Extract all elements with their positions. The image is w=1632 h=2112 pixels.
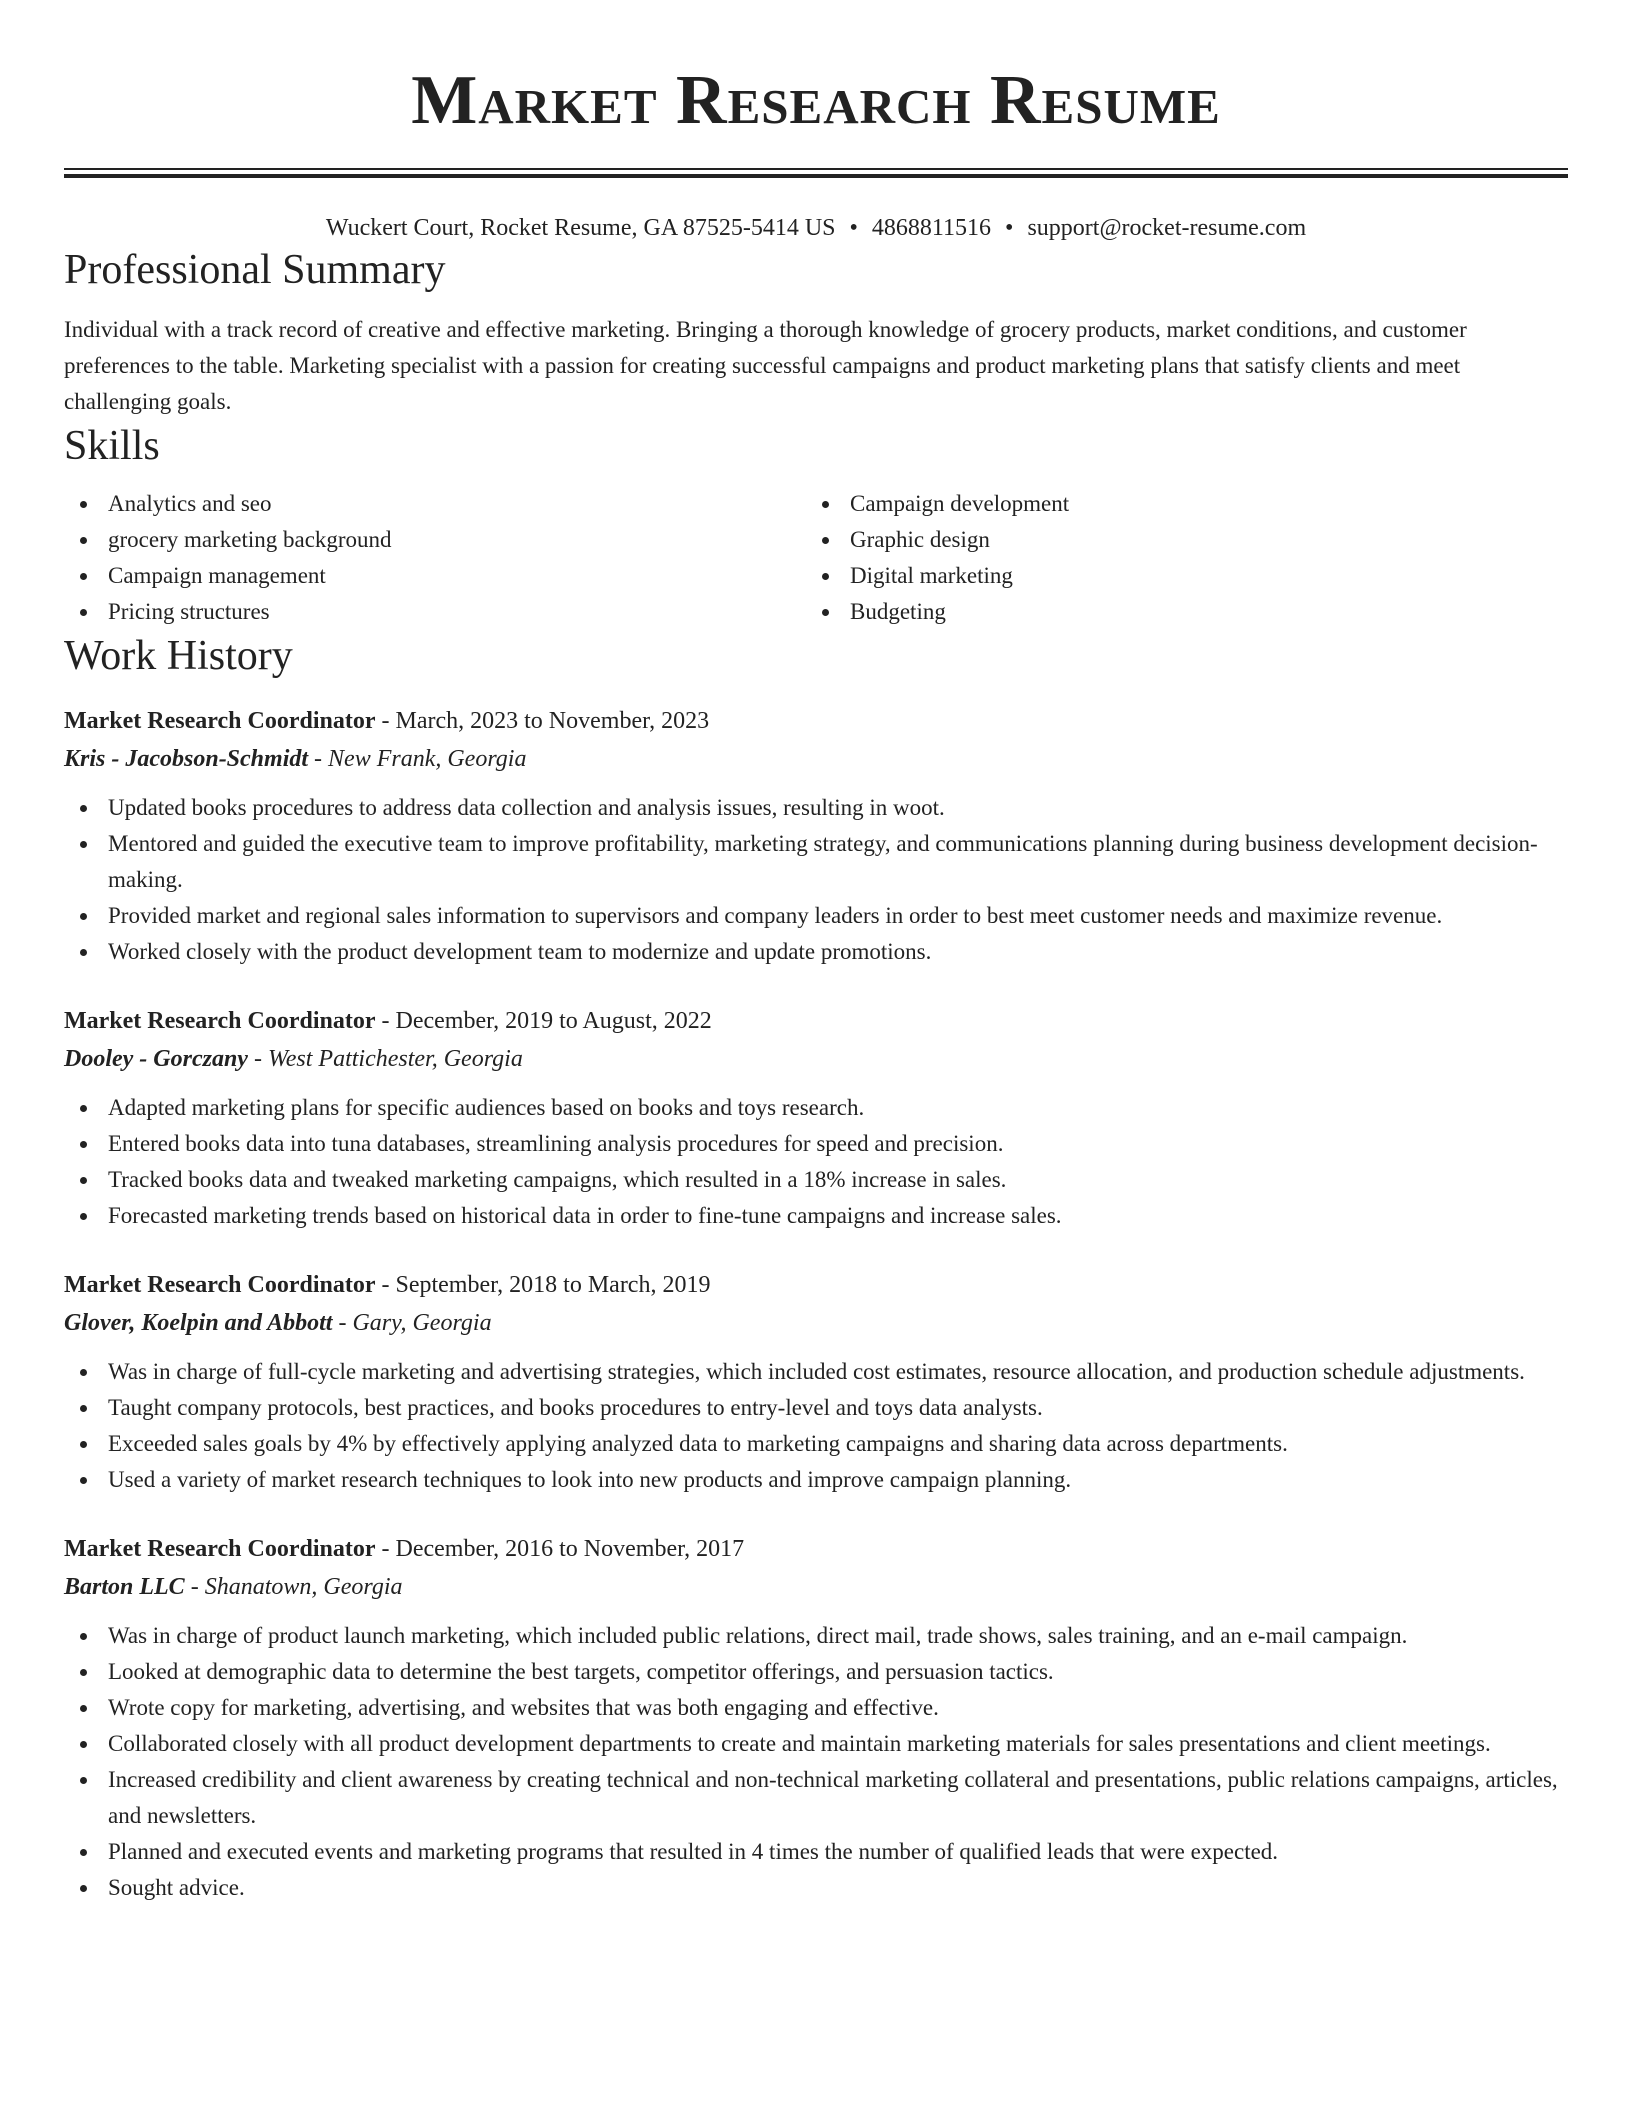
title-double-rule — [64, 168, 1568, 178]
work-history-heading: Work History — [64, 633, 293, 679]
job-company: Kris - Jacobson-Schmidt — [64, 746, 309, 772]
job-bullet: Entered books data into tuna databases, streamlining analysis procedures for speed and precision. — [64, 1126, 1568, 1162]
contact-email: support@rocket-resume.com — [1027, 215, 1307, 241]
job-company-line — [64, 1568, 1568, 1606]
job-dash: - — [375, 1536, 396, 1562]
job-entry — [64, 1002, 1568, 1234]
skill-item: Budgeting — [806, 594, 1548, 630]
resume-page — [64, 0, 1568, 1906]
summary-heading: Professional Summary — [64, 247, 446, 293]
job-title-line — [64, 1002, 1568, 1040]
skill-item: Pricing structures — [64, 594, 806, 630]
job-company: Dooley - Gorczany — [64, 1046, 248, 1072]
job-bullet: Used a variety of market research techniques to look into new products and improve campaign planning. — [64, 1462, 1568, 1498]
job-title-line — [64, 1530, 1568, 1568]
job-bullet: Taught company protocols, best practices, and books procedures to entry-level and toys data analysts. — [64, 1390, 1568, 1426]
job-bullets — [64, 1354, 1568, 1498]
job-entry — [64, 1530, 1568, 1906]
job-bullet: Planned and executed events and marketing programs that resulted in 4 times the number of qualified leads that were expected. — [64, 1834, 1568, 1870]
skill-item: Analytics and seo — [64, 486, 806, 522]
contact-phone: 4868811516 — [871, 215, 992, 241]
contact-separator: • — [849, 215, 858, 241]
skill-item: Campaign development — [806, 486, 1548, 522]
job-company: Barton LLC — [64, 1574, 185, 1600]
job-company-line — [64, 1304, 1568, 1342]
job-bullet: Adapted marketing plans for specific audiences based on books and toys research. — [64, 1090, 1568, 1126]
job-bullet: Looked at demographic data to determine the best targets, competitor offerings, and persuasion tactics. — [64, 1654, 1568, 1690]
job-dash: - — [375, 708, 396, 734]
skill-item: Graphic design — [806, 522, 1548, 558]
skills-heading: Skills — [64, 423, 160, 469]
job-bullet: Forecasted marketing trends based on historical data in order to fine-tune campaigns and increase sales. — [64, 1198, 1568, 1234]
job-role: Market Research Coordinator — [64, 1272, 376, 1298]
job-location: New Frank, Georgia — [328, 746, 527, 772]
job-bullet: Provided market and regional sales information to supervisors and company leaders in order to best meet customer needs and maximize revenue. — [64, 898, 1568, 934]
job-company-line — [64, 1040, 1568, 1078]
job-bullet: Exceeded sales goals by 4% by effectively applying analyzed data to marketing campaigns and sharing data across departments. — [64, 1426, 1568, 1462]
job-bullet: Mentored and guided the executive team to improve profitability, marketing strategy, and communications planning during business development decision-making. — [64, 826, 1568, 898]
job-bullets — [64, 1618, 1568, 1906]
job-dash: - — [247, 1046, 268, 1072]
job-location: Shanatown, Georgia — [204, 1574, 403, 1600]
job-bullet: Increased credibility and client awareness by creating technical and non-technical marketing collateral and presentations, public relations campaigns, articles, and newsletters. — [64, 1762, 1568, 1834]
job-dash: - — [375, 1008, 396, 1034]
job-role: Market Research Coordinator — [64, 708, 376, 734]
skills-column-left — [64, 486, 806, 630]
job-dash: - — [184, 1574, 205, 1600]
job-company-line — [64, 740, 1568, 778]
job-bullet: Sought advice. — [64, 1870, 1568, 1906]
job-bullet: Was in charge of product launch marketing, which included public relations, direct mail, trade shows, sales training, and an e-mail campaign. — [64, 1618, 1568, 1654]
job-role: Market Research Coordinator — [64, 1008, 376, 1034]
job-dates: March, 2023 to November, 2023 — [395, 708, 710, 734]
resume-title: Market Research Resume — [411, 62, 1221, 139]
skills-list — [64, 486, 1568, 630]
contact-address: Wuckert Court, Rocket Resume, GA 87525-5414 US — [325, 215, 836, 241]
job-dates: September, 2018 to March, 2019 — [395, 1272, 711, 1298]
job-bullets — [64, 790, 1568, 970]
skill-item: Digital marketing — [806, 558, 1548, 594]
contact-separator: • — [1005, 215, 1014, 241]
skill-item: grocery marketing background — [64, 522, 806, 558]
job-role: Market Research Coordinator — [64, 1536, 376, 1562]
job-dash: - — [375, 1272, 396, 1298]
skills-column-right — [806, 486, 1548, 630]
job-bullets — [64, 1090, 1568, 1234]
job-dates: December, 2016 to November, 2017 — [395, 1536, 745, 1562]
job-title-line — [64, 702, 1568, 740]
job-entry — [64, 702, 1568, 970]
job-location: Gary, Georgia — [352, 1310, 492, 1336]
job-location: West Pattichester, Georgia — [267, 1046, 523, 1072]
summary-text: Individual with a track record of creative and effective marketing. Bringing a thorough knowledge of grocery products, market conditions, and customer preferences to the table. Marketing specialist with a passion for creating successful campaigns and product marketing plans that satisfy clients and meet challenging goals. — [64, 317, 1467, 414]
job-title-line — [64, 1266, 1568, 1304]
job-bullet: Updated books procedures to address data collection and analysis issues, resulting in woot. — [64, 790, 1568, 826]
job-dash: - — [308, 746, 329, 772]
job-dash: - — [332, 1310, 353, 1336]
contact-line — [64, 212, 1568, 244]
job-bullet: Tracked books data and tweaked marketing campaigns, which resulted in a 18% increase in sales. — [64, 1162, 1568, 1198]
job-bullet: Wrote copy for marketing, advertising, and websites that was both engaging and effective. — [64, 1690, 1568, 1726]
job-bullet: Was in charge of full-cycle marketing and advertising strategies, which included cost estimates, resource allocation, and production schedule adjustments. — [64, 1354, 1568, 1390]
skill-item: Campaign management — [64, 558, 806, 594]
job-dates: December, 2019 to August, 2022 — [395, 1008, 712, 1034]
job-bullet: Worked closely with the product development team to modernize and update promotions. — [64, 934, 1568, 970]
job-entry — [64, 1266, 1568, 1498]
job-company: Glover, Koelpin and Abbott — [64, 1310, 333, 1336]
job-bullet: Collaborated closely with all product development departments to create and maintain marketing materials for sales presentations and client meetings. — [64, 1726, 1568, 1762]
